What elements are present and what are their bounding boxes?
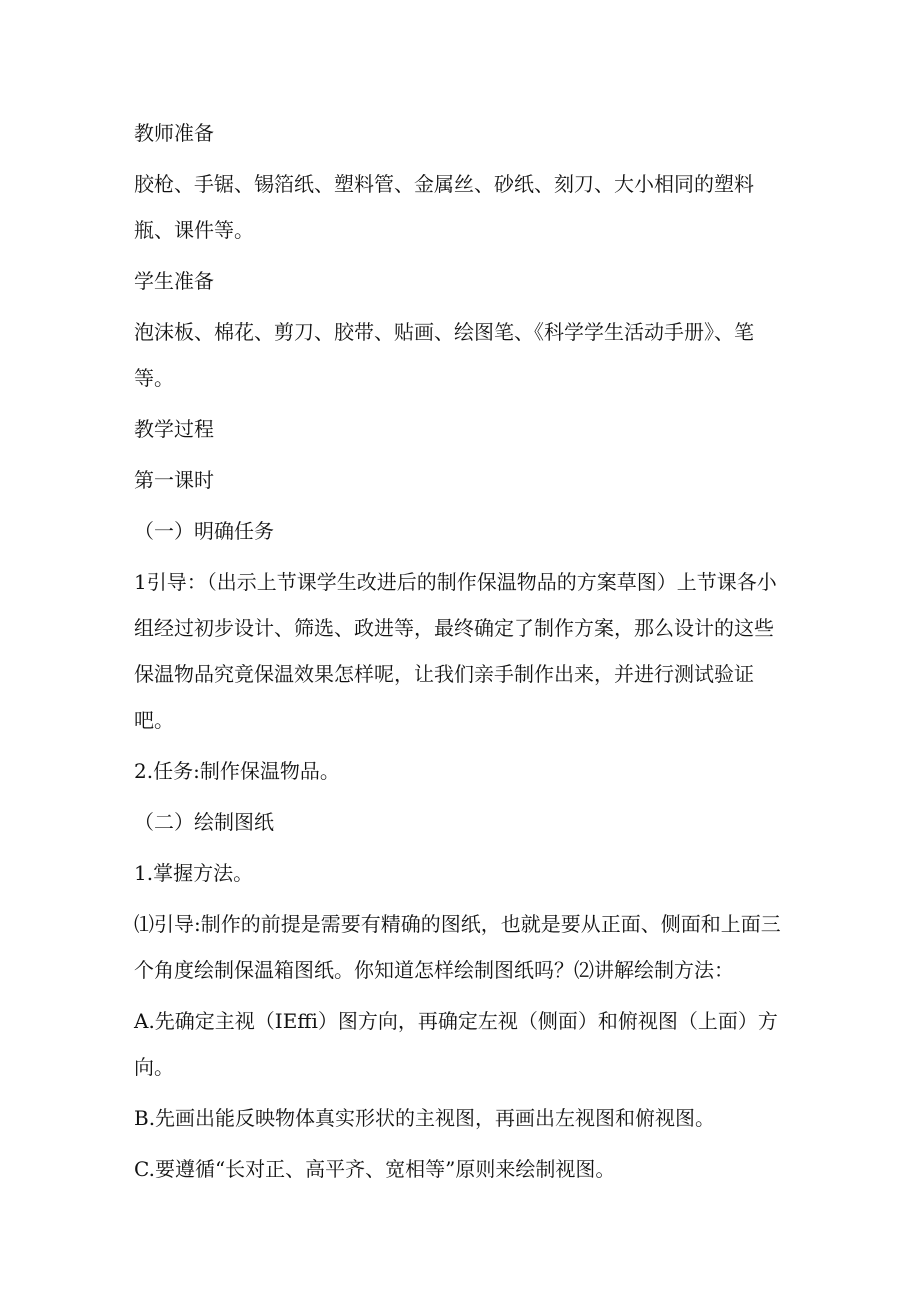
section-clarify-task: （一）明确任务 xyxy=(134,519,274,543)
task-paragraph: 2.任务:制作保温物品。 xyxy=(134,759,340,783)
section-draw-blueprint: （二）绘制图纸 xyxy=(134,810,274,834)
step-b: B.先画出能反映物体真实形状的主视图，再画出左视图和俯视图。 xyxy=(134,1106,716,1130)
master-method: 1.掌握方法。 xyxy=(134,861,254,885)
step-c: C.要遵循“长对正、高平齐、宽相等”原则来绘制视图。 xyxy=(134,1157,616,1181)
heading-teaching-process: 教学过程 xyxy=(134,417,214,441)
heading-teacher-prep: 教师准备 xyxy=(134,121,214,145)
student-prep-materials: 泡沫板、棉花、剪刀、胶带、贴画、绘图笔、《科学学生活动手册》、笔等。 xyxy=(134,320,754,390)
heading-first-lesson: 第一课时 xyxy=(134,468,214,492)
document-body xyxy=(134,110,784,1197)
method-guide-paragraph: ⑴引导:制作的前提是需要有精确的图纸，也就是要从正面、侧面和上面三个角度绘制保温箱图纸。你知道怎样绘制图纸吗？⑵讲解绘制方法： xyxy=(134,912,781,982)
step-a: A.先确定主视（IEffi）图方向，再确定左视（侧面）和俯视图（上面）方向。 xyxy=(134,1009,778,1079)
teacher-prep-materials: 胶枪、手锯、锡箔纸、塑料管、金属丝、砂纸、刻刀、大小相同的塑料瓶、课件等。 xyxy=(134,172,754,242)
heading-student-prep: 学生准备 xyxy=(134,269,214,293)
guide-paragraph: 1引导：（出示上节课学生改进后的制作保温物品的方案草图）上节课各小组经过初步设计、筛选、政进等，最终确定了制作方案，那么设计的这些保温物品究竟保温效果怎样呢，让我们亲手制作出来，并进行测试验证吧。 xyxy=(134,570,777,732)
